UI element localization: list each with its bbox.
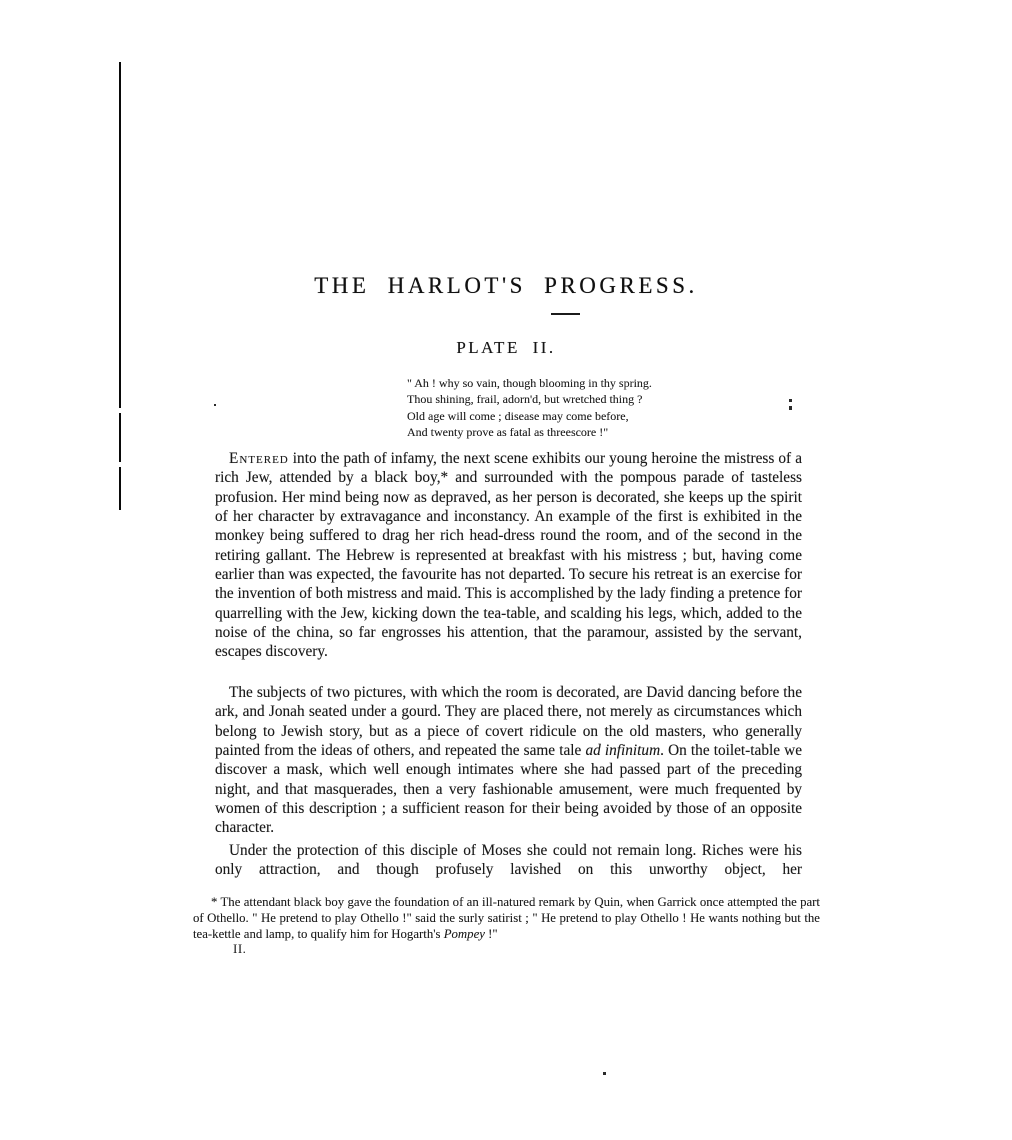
page-title: THE HARLOT'S PROGRESS. [314, 273, 698, 298]
footnote-text: !" [484, 927, 498, 942]
scan-speck [603, 1072, 606, 1075]
paragraph-2-text: . On the toilet-table we discover a mask, which well enough intimates where she had passed part of the preceding night, and that masquerades, then a very fashionable amusement, were much frequented by women of this description ; a sufficient reason for their being avoided by those of an opposite character. [215, 742, 802, 837]
paragraph-1-text: into the path of infamy, the next scene exhibits our young heroine the mistress of a rich Jew, attended by a black boy,* and surrounded with the pompous parade of tasteless profusion. Her mind being now as depraved, as her person is decorated, she keeps up the spirit of her character by extravagance and inconstancy. An example of the first is exhibited in the monkey being suffered to drag her rich head-dress round the room, and of the second in the retiring gallant. The Hebrew is represented at breakfast with his mistress ; but, having come earlier than was expected, the favourite has not departed. To secure his retreat is an exercise for the invention of both mistress and maid. This is accomplished by the lady finding a pretence for quarrelling with the Jew, kicking down the tea-table, and scalding his legs, which, added to the noise of the china, so far engrosses his attention, that the paramour, assisted by the servant, escapes discovery. [215, 450, 802, 661]
plate-heading: PLATE II. [456, 338, 556, 357]
page-fold-line [119, 413, 121, 462]
paragraph-3: Under the protection of this disciple of Moses she could not remain long. Riches were his only attraction, and though profusely lavished on this unworthy object, her [215, 842, 802, 879]
paragraph-1-lead-word: Entered [229, 450, 289, 467]
footnote-italic-word: Pompey [443, 927, 485, 942]
scan-speck [789, 406, 792, 410]
paragraph-1 [215, 449, 802, 662]
page-fold-line [119, 467, 121, 510]
footnote-text: * The attendant black boy gave the foundation of an ill-natured remark by Quin, when Garrick once attempted the part of Othello. " He pretend to play Othello !" said the surly satirist ; " He pretend to play Othello ! He wants nothing but the tea-kettle and lamp, to qualify him for Hogarth's [193, 895, 820, 942]
epigraph [407, 375, 652, 440]
footnote [193, 894, 820, 943]
paragraph-2-text: The subjects of two pictures, with which the room is decorated, are David dancing before the ark, and Jonah seated under a gourd. They are placed there, not merely as circumstances which belong to Jewish story, but as a piece of covert ridicule on the old masters, who generally painted from the ideas of others, and repeated the same tale [215, 684, 802, 760]
scan-speck [789, 399, 792, 402]
epigraph-line: Thou shining, frail, adorn'd, but wretched thing ? [407, 392, 643, 407]
epigraph-line: " Ah ! why so vain, though blooming in thy spring. [407, 376, 652, 390]
scan-speck [214, 404, 216, 406]
paragraph-2 [215, 683, 802, 838]
signature-mark: II. [233, 941, 247, 956]
title-divider [551, 313, 580, 315]
paragraph-2-italic-phrase: ad infinitum [585, 742, 661, 760]
epigraph-line: Old age will come ; disease may come before, [407, 408, 629, 423]
epigraph-line: And twenty prove as fatal as threescore !" [407, 424, 609, 439]
